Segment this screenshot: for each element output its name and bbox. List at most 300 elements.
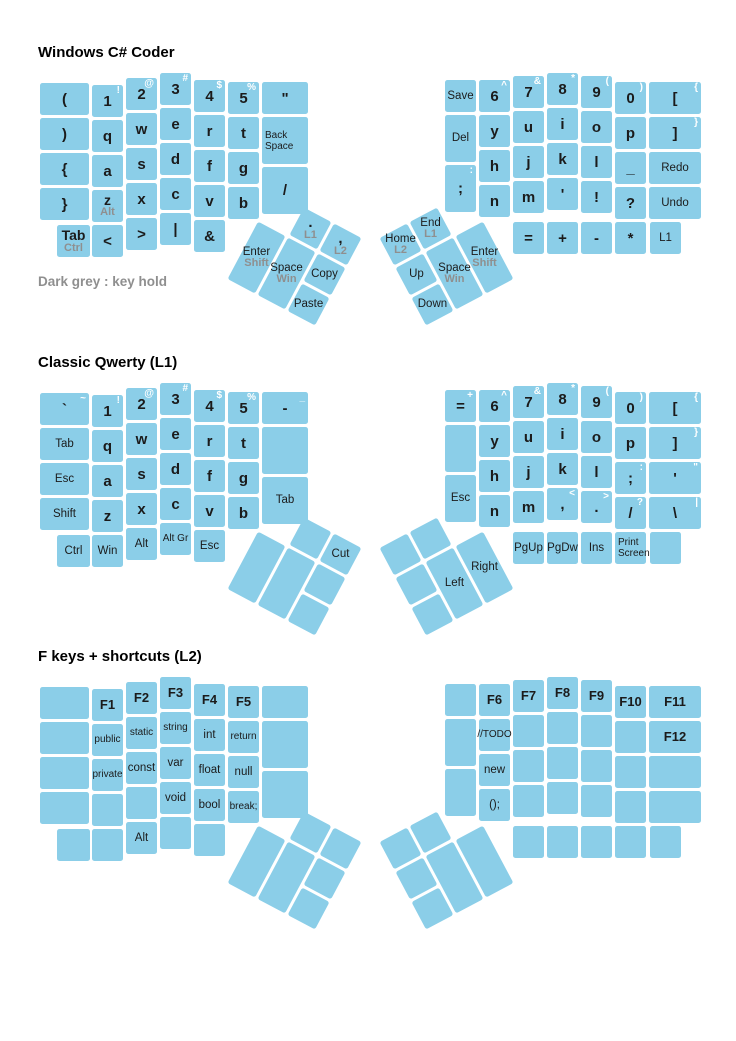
key-pipe	[160, 213, 191, 245]
key-main-label: Tab	[55, 437, 74, 450]
key-5	[228, 82, 259, 114]
key-main-label: var	[167, 756, 184, 769]
key-main-label: m	[521, 498, 536, 516]
key-blank-key	[547, 747, 578, 779]
key-main-label: float	[198, 763, 221, 776]
key-blank-key	[262, 686, 308, 718]
key-f6	[479, 684, 510, 716]
key-main-label: F11	[664, 694, 686, 710]
key-main-label: <	[103, 232, 112, 250]
key-main-label: '	[673, 469, 677, 487]
key-u	[513, 111, 544, 143]
key-main-label: 2	[137, 395, 146, 413]
key-main-label: g	[238, 159, 249, 177]
key-main-label: f	[207, 467, 212, 485]
key-main-label: k	[558, 150, 567, 168]
key-main-label: Enter	[242, 245, 270, 258]
key-blank-key	[262, 427, 308, 474]
key-main-label: L1	[659, 231, 672, 244]
key-backslash	[649, 497, 701, 529]
key-main-label: b	[238, 194, 249, 212]
key-main-label: F9	[588, 688, 605, 704]
key-main-label: Tab	[275, 494, 295, 507]
key-esc	[194, 530, 225, 562]
key-main-label: ,	[560, 495, 565, 513]
layer-title: F keys + shortcuts (L2)	[38, 648, 202, 665]
key-shift-label: @	[144, 78, 154, 89]
key-main-label: r	[206, 432, 213, 450]
key-main-label: //TODO	[477, 728, 512, 740]
key-main-label: 7	[524, 83, 533, 101]
legend-note: Dark grey : key hold	[38, 274, 168, 289]
key-ins	[581, 532, 612, 564]
key-f9	[581, 680, 612, 712]
key-shift-label: {	[694, 392, 698, 403]
key-8	[547, 383, 578, 415]
key-shift-label: #	[182, 73, 188, 84]
key-main-label: 7	[524, 393, 533, 411]
key-string	[160, 712, 191, 744]
layer-title: Classic Qwerty (L1)	[38, 354, 178, 371]
key-main-label: Space	[269, 261, 303, 274]
key-main-label: e	[171, 425, 180, 443]
key-main-label: const	[127, 761, 156, 774]
key-main-label: 8	[558, 390, 567, 408]
key-blank-key	[262, 721, 308, 768]
key-shift-label: +	[467, 390, 473, 401]
key-o	[581, 111, 612, 143]
key-q	[92, 430, 123, 462]
key-shift-label: >	[603, 491, 609, 502]
key-main-label: null	[234, 765, 253, 778]
key-new	[479, 754, 510, 786]
key-main-label: y	[490, 432, 499, 450]
key-main-label: p	[625, 434, 636, 452]
key-6	[479, 80, 510, 112]
key-main-label: Del	[451, 132, 470, 145]
key-main-label: ]	[672, 124, 678, 142]
key-main-label: u	[523, 118, 534, 136]
key-a	[92, 155, 123, 187]
key-h	[479, 460, 510, 492]
key-main-label: string	[163, 721, 188, 733]
key-hold-label: Alt	[100, 206, 115, 219]
key-6	[479, 390, 510, 422]
key-main-label: {	[61, 160, 68, 178]
key-z	[92, 190, 123, 222]
key-main-label: &	[204, 227, 215, 245]
key-blank-key	[581, 826, 612, 858]
key-main-label: q	[102, 437, 113, 455]
key-minus	[581, 222, 612, 254]
key-main-label: public	[94, 733, 121, 745]
key-main-label: )	[62, 125, 67, 143]
key-main-label: w	[135, 120, 148, 138]
key-main-label: c	[171, 495, 180, 513]
key-j	[513, 146, 544, 178]
key-main-label: /	[282, 182, 288, 199]
key-main-label: -	[282, 399, 288, 417]
key-equals	[513, 222, 544, 254]
key-main-label: 6	[490, 397, 499, 415]
key-9	[581, 76, 612, 108]
key-y	[479, 425, 510, 457]
key-main-label: a	[103, 472, 112, 490]
key-hold-label: Shift	[471, 256, 497, 269]
key-main-label: Ctrl	[64, 544, 83, 557]
key-main-label: /	[628, 504, 633, 522]
key-main-label: v	[205, 502, 214, 520]
key-main-label: 4	[205, 87, 214, 105]
key-5	[228, 392, 259, 424]
key-main-label: Cut	[331, 547, 349, 560]
key-main-label: 5	[239, 89, 248, 107]
key-main-label: d	[170, 150, 181, 168]
key-main-label: Enter	[470, 245, 498, 258]
key-equals	[445, 390, 476, 422]
key-hold-label: L2	[393, 243, 407, 256]
key-o	[581, 421, 612, 453]
key-main-label: 3	[171, 390, 180, 408]
key-blank-key	[92, 794, 123, 826]
key-close-paren	[40, 118, 89, 150]
key-shift-label: ~	[80, 393, 86, 404]
key-main-label: Home	[384, 232, 416, 245]
key-open-paren	[40, 83, 89, 115]
key-main-label: Alt	[134, 831, 149, 844]
key-t	[228, 427, 259, 459]
key-f	[194, 460, 225, 492]
key-question	[615, 187, 646, 219]
key-blank-key	[126, 787, 157, 819]
key-main-label: o	[591, 118, 602, 136]
key-s	[126, 458, 157, 490]
key-blank-key	[581, 750, 612, 782]
key-e	[160, 418, 191, 450]
key-main-label: }	[61, 195, 68, 213]
key-quote	[262, 82, 308, 114]
key-h	[479, 150, 510, 182]
key-shift-label: )	[639, 82, 643, 93]
key-blank-key	[40, 687, 89, 719]
key-main-label: F7	[520, 688, 537, 704]
key-main-label: Paste	[293, 297, 323, 310]
key-alt	[126, 528, 157, 560]
key-main-label: l	[594, 153, 599, 171]
key-blank-key	[650, 532, 681, 564]
key-semicolon	[615, 462, 646, 494]
key-9	[581, 386, 612, 418]
key-z	[92, 500, 123, 532]
key-main-label: 9	[592, 393, 601, 411]
key-c	[160, 178, 191, 210]
key-const	[126, 752, 157, 784]
key-shift-label: !	[116, 85, 120, 96]
key-main-label: j	[526, 463, 531, 481]
key-main-label: int	[203, 728, 216, 741]
key-main-label: 6	[490, 87, 499, 105]
key-main-label: static	[129, 726, 154, 738]
key-main-label: F2	[133, 690, 150, 706]
key-b	[228, 497, 259, 529]
key-int	[194, 719, 225, 751]
key-main-label: 1	[103, 402, 112, 420]
key-main-label: !	[594, 188, 599, 206]
key-var	[160, 747, 191, 779]
key-main-label: >	[137, 225, 146, 243]
key-hold-label: L1	[423, 227, 437, 240]
key-comma	[547, 488, 578, 520]
key-l	[581, 146, 612, 178]
key-ampersand	[194, 220, 225, 252]
key-shift-label: }	[694, 117, 698, 128]
key-w	[126, 423, 157, 455]
key-main-label: '	[560, 185, 565, 203]
key-blank-key	[57, 829, 90, 861]
key-4	[194, 80, 225, 112]
key-shift-label: #	[182, 383, 188, 394]
key-main-label: .	[307, 213, 313, 231]
key-main-label: d	[170, 460, 181, 478]
key-shift-label: &	[533, 76, 541, 87]
key-blank-key	[615, 791, 646, 823]
key-x	[126, 493, 157, 525]
key-main-label: l	[594, 463, 599, 481]
key-main-label: 9	[592, 83, 601, 101]
key-alt-gr	[160, 523, 191, 555]
key-ctrl	[57, 535, 90, 567]
key-undo	[649, 187, 701, 219]
key-blank-key	[194, 824, 225, 856]
key-main-label: e	[171, 115, 180, 133]
key-main-label: o	[591, 428, 602, 446]
key-main-label: 4	[205, 397, 214, 415]
key-e	[160, 108, 191, 140]
key-l1	[650, 222, 681, 254]
key-f12	[649, 721, 701, 753]
key-shift-label: (	[605, 386, 609, 397]
key-shift-label: )	[639, 392, 643, 403]
key-blank-key	[649, 756, 701, 788]
key-n	[479, 495, 510, 527]
key-main-label: F1	[99, 697, 116, 713]
key-parens-semicolon	[479, 789, 510, 821]
key-main-label: z	[104, 192, 111, 209]
key-main-label: Down	[417, 297, 447, 310]
key-main-label: PgDw	[547, 541, 578, 554]
key-main-label: .	[594, 498, 599, 516]
key-main-label: Tab	[61, 226, 86, 243]
key-b	[228, 187, 259, 219]
key-main-label: n	[489, 502, 500, 520]
key-shift-label: :	[639, 462, 643, 473]
key-print-screen	[615, 532, 650, 564]
key-hold-label: L2	[333, 244, 347, 257]
key-main-label: Back Space	[265, 129, 294, 152]
key-blank-key	[160, 817, 191, 849]
key-void	[160, 782, 191, 814]
key-f8	[547, 677, 578, 709]
key-k	[547, 143, 578, 175]
key-shift-label: !	[116, 395, 120, 406]
key-main-label: break;	[229, 800, 258, 812]
key-main-label: j	[526, 153, 531, 171]
key-esc	[40, 463, 89, 495]
key-blank-key	[513, 715, 544, 747]
key-hold-label: L1	[303, 228, 317, 241]
key-open-bracket	[649, 392, 701, 424]
key-blank-key	[581, 715, 612, 747]
key-main-label: =	[456, 397, 465, 415]
key-main-label: F5	[235, 694, 252, 710]
key-redo	[649, 152, 701, 184]
key-shift-label: @	[144, 388, 154, 399]
key-main-label: =	[524, 229, 533, 247]
key-m	[513, 491, 544, 523]
key-i	[547, 108, 578, 140]
key-open-brace	[40, 153, 89, 185]
key-main-label: Alt	[134, 537, 149, 550]
key-main-label: Esc	[54, 472, 75, 485]
key-shift-label: $	[216, 80, 222, 91]
key-shift-label: %	[247, 392, 256, 403]
key-shift	[40, 498, 89, 530]
key-blank-key	[547, 712, 578, 744]
key-u	[513, 421, 544, 453]
key-main-label: return	[230, 730, 257, 742]
key-main-label: F10	[619, 694, 642, 710]
key-apostrophe	[547, 178, 578, 210]
key-l	[581, 456, 612, 488]
key-back-space	[262, 117, 308, 164]
key-f7	[513, 680, 544, 712]
key-shift-label: ^	[501, 80, 507, 91]
key-return	[228, 721, 259, 753]
key-d	[160, 453, 191, 485]
key-blank-key	[615, 756, 646, 788]
key-bool	[194, 789, 225, 821]
key-main-label: (	[62, 90, 67, 108]
key-main-label: m	[521, 188, 536, 206]
key-main-label: g	[238, 469, 249, 487]
key-f5	[228, 686, 259, 718]
key-8	[547, 73, 578, 105]
key-alt	[126, 822, 157, 854]
key-main-label: ();	[489, 798, 500, 811]
key-g	[228, 462, 259, 494]
key-main-label: q	[102, 127, 113, 145]
key-2	[126, 388, 157, 420]
key-del	[445, 115, 476, 162]
key-f1	[92, 689, 123, 721]
key-main-label: _	[626, 159, 635, 177]
key-blank-key	[513, 785, 544, 817]
key-float	[194, 754, 225, 786]
key-main-label: private	[92, 768, 123, 780]
key-shift-label: *	[571, 383, 575, 394]
key-main-label: t	[241, 124, 246, 142]
key-blank-key	[40, 757, 89, 789]
key-backtick	[40, 393, 89, 425]
key-shift-label: ?	[636, 497, 643, 508]
key-shift-label: |	[695, 497, 698, 508]
key-close-bracket	[649, 117, 701, 149]
key-pgup	[513, 532, 544, 564]
key-shift-label: {	[694, 82, 698, 93]
key-blank-key	[445, 719, 476, 766]
key-hold-label: Shift	[243, 256, 269, 269]
key-shift-label: }	[694, 427, 698, 438]
key-main-label: p	[625, 124, 636, 142]
key-shift-label: ^	[501, 390, 507, 401]
key-3	[160, 383, 191, 415]
key-shift-label: "	[693, 462, 698, 473]
key-greater-than	[126, 218, 157, 250]
key-main-label: ?	[625, 194, 636, 212]
key-main-label: x	[137, 500, 146, 518]
key-main-label: Space	[437, 261, 471, 274]
key-7	[513, 76, 544, 108]
key-d	[160, 143, 191, 175]
key-t	[228, 117, 259, 149]
key-main-label: ;	[628, 469, 633, 487]
key-m	[513, 181, 544, 213]
key-main-label: F12	[663, 729, 687, 745]
key-main-label: w	[135, 430, 148, 448]
key-blank-key	[547, 782, 578, 814]
key-main-label: Right	[470, 561, 498, 574]
key-main-label: bool	[198, 798, 221, 811]
key-main-label: 0	[626, 399, 635, 417]
key-f11	[649, 686, 701, 718]
key-main-label: b	[238, 504, 249, 522]
key-blank-key	[445, 684, 476, 716]
key-public	[92, 724, 123, 756]
key-main-label: Ins	[588, 541, 605, 554]
key-main-label: Print Screen	[618, 537, 650, 559]
key-4	[194, 390, 225, 422]
key-v	[194, 185, 225, 217]
key-main-label: |	[173, 220, 178, 238]
key-main-label: y	[490, 122, 499, 140]
key-blank-key	[615, 721, 646, 753]
key-j	[513, 456, 544, 488]
key-blank-key	[547, 826, 578, 858]
key-hold-label: Win	[443, 272, 465, 285]
key-1	[92, 85, 123, 117]
key-main-label: Redo	[661, 161, 689, 174]
key-c	[160, 488, 191, 520]
key-save	[445, 80, 476, 112]
key-y	[479, 115, 510, 147]
key-open-bracket	[649, 82, 701, 114]
key-period	[581, 491, 612, 523]
key-f2	[126, 682, 157, 714]
key-main-label: Esc	[450, 492, 471, 505]
key-main-label: ,	[337, 229, 343, 247]
key-main-label: Up	[408, 267, 424, 280]
key-less-than	[92, 225, 123, 257]
key-blank-key	[650, 826, 681, 858]
key-main-label: i	[560, 115, 565, 133]
key-2	[126, 78, 157, 110]
key-minus	[262, 392, 308, 424]
key-win	[92, 535, 123, 567]
key-n	[479, 185, 510, 217]
key-main-label: u	[523, 428, 534, 446]
key-exclamation	[581, 181, 612, 213]
key-main-label: *	[627, 229, 634, 247]
